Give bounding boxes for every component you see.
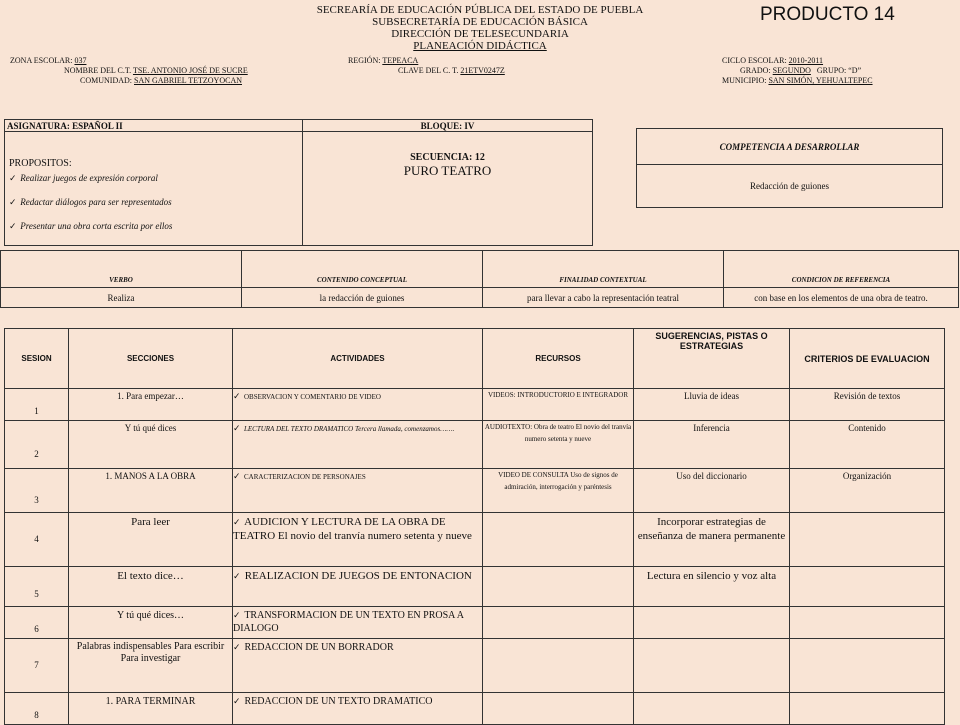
competencia-table <box>636 128 943 208</box>
asignatura-label: ASIGNATURA: ESPAÑOL II <box>5 120 303 132</box>
sesion-number: 4 <box>5 513 69 567</box>
sesion-number: 2 <box>5 421 69 469</box>
sessions-table <box>4 328 945 725</box>
propositos-cell <box>5 132 303 246</box>
sesion-header: SESION <box>5 329 69 389</box>
secuencia-name: PURO TEATRO <box>403 163 492 178</box>
table-row <box>5 513 945 567</box>
finalidad-value: para llevar a cabo la representación teatral <box>483 288 724 308</box>
bloque-label: BLOQUE: IV <box>303 120 593 132</box>
check-icon: ✓ <box>233 423 241 433</box>
seccion-cell: 1. MANOS A LA OBRA <box>69 469 233 513</box>
table-row <box>5 469 945 513</box>
check-icon: ✓ <box>233 642 241 652</box>
criterio-cell: Contenido <box>790 421 945 469</box>
actividad-cell: ✓ REALIZACION DE JUEGOS DE ENTONACION <box>233 567 483 607</box>
sugerencia-cell: Lluvia de ideas <box>634 389 790 421</box>
actividad-cell: ✓ CARACTERIZACION DE PERSONAJES <box>233 469 483 513</box>
table-row <box>5 639 945 693</box>
recursos-header: RECURSOS <box>483 329 634 389</box>
seccion-cell: El texto dice… <box>69 567 233 607</box>
check-icon: ✓ <box>9 173 17 183</box>
actividad-cell: ✓ AUDICION Y LECTURA DE LA OBRA DE TEATRO El novio del tranvía numero setenta y nueve <box>233 513 483 567</box>
sesion-number: 3 <box>5 469 69 513</box>
check-icon: ✓ <box>9 221 17 231</box>
condicion-value: con base en los elementos de una obra de teatro. <box>724 288 959 308</box>
check-icon: ✓ <box>233 391 241 401</box>
table-row <box>5 567 945 607</box>
municipio: MUNICIPIO: SAN SIMÓN, YEHUALTEPEC <box>722 76 873 85</box>
product-title: PRODUCTO 14 <box>760 4 895 25</box>
criterios-header: CRITERIOS DE EVALUACION <box>790 329 945 389</box>
actividad-cell: ✓ TRANSFORMACION DE UN TEXTO EN PROSA A DIALOGO <box>233 607 483 639</box>
proposito-item: ✓ Realizar juegos de expresión corporal <box>9 173 158 183</box>
condicion-header: CONDICION DE REFERENCIA <box>724 251 959 288</box>
secuencia-cell <box>303 132 593 246</box>
secciones-header: SECCIONES <box>69 329 233 389</box>
proposito-item: ✓ Redactar diálogos para ser representados <box>9 197 172 207</box>
sesion-number: 6 <box>5 607 69 639</box>
header-line-3: DIRECCIÓN DE TELESECUNDARIA <box>391 28 569 40</box>
nombre-ct: NOMBRE DEL C.T. TSE. ANTONIO JOSÉ DE SUCRE <box>64 66 248 75</box>
sugerencia-cell: Incorporar estrategias de enseñanza de manera permanente <box>634 513 790 567</box>
table-row <box>5 607 945 639</box>
sugerencia-cell: Lectura en silencio y voz alta <box>634 567 790 607</box>
recurso-cell <box>483 567 634 607</box>
header-line-1: SECREARÍA DE EDUCACIÓN PÚBLICA DEL ESTADO DE PUEBLA <box>316 4 644 16</box>
recurso-cell <box>483 513 634 567</box>
clave-ct: CLAVE DEL C. T. 21ETV0247Z <box>398 66 505 75</box>
seccion-cell: 1. PARA TERMINAR <box>69 693 233 725</box>
contenido-value: la redacción de guiones <box>242 288 483 308</box>
actividad-cell: ✓ OBSERVACION Y COMENTARIO DE VIDEO <box>233 389 483 421</box>
verbo-table <box>0 250 959 308</box>
actividades-header: ACTIVIDADES <box>233 329 483 389</box>
verbo-value: Realiza <box>1 288 242 308</box>
sugerencia-cell: Inferencia <box>634 421 790 469</box>
grado-grupo: GRADO: SEGUNDO GRUPO: “D” <box>740 66 862 75</box>
proposito-item: ✓ Presentar una obra corta escrita por ellos <box>9 221 173 231</box>
header-line-4: PLANEACIÓN DIDÁCTICA <box>413 40 547 52</box>
actividad-cell: ✓ REDACCION DE UN BORRADOR <box>233 639 483 693</box>
criterio-cell <box>790 567 945 607</box>
ciclo-escolar: CICLO ESCOLAR: 2010-2011 <box>722 56 824 65</box>
actividad-cell: ✓ LECTURA DEL TEXTO DRAMATICO Tercera llamada, comenzamos……. <box>233 421 483 469</box>
seccion-cell: 1. Para empezar… <box>69 389 233 421</box>
recurso-cell: AUDIOTEXTO: Obra de teatro El novio del tranvía numero setenta y nueve <box>483 421 634 469</box>
check-icon: ✓ <box>9 197 17 207</box>
sesion-number: 1 <box>5 389 69 421</box>
sesion-number: 5 <box>5 567 69 607</box>
check-icon: ✓ <box>233 696 241 706</box>
sugerencia-cell: Uso del diccionario <box>634 469 790 513</box>
propositos-title: PROPOSITOS: <box>9 158 72 169</box>
criterio-cell: Revisión de textos <box>790 389 945 421</box>
verbo-header: VERBO <box>1 251 242 288</box>
check-icon: ✓ <box>233 610 241 620</box>
criterio-cell <box>790 607 945 639</box>
criterio-cell <box>790 639 945 693</box>
seccion-cell: Para leer <box>69 513 233 567</box>
check-icon: ✓ <box>233 471 241 481</box>
header-line-2: SUBSECRETARÍA DE EDUCACIÓN BÁSICA <box>372 16 588 28</box>
sugerencia-cell <box>634 639 790 693</box>
region: REGIÓN: TEPEACA <box>348 56 419 65</box>
sesion-number: 8 <box>5 693 69 725</box>
recurso-cell: VIDEOS: INTRODUCTORIO E INTEGRADOR <box>483 389 634 421</box>
criterio-cell <box>790 513 945 567</box>
finalidad-header: FINALIDAD CONTEXTUAL <box>483 251 724 288</box>
competencia-value: Redacción de guiones <box>637 165 943 208</box>
competencia-title: COMPETENCIA A DESARROLLAR <box>637 129 943 165</box>
recurso-cell <box>483 639 634 693</box>
criterio-cell: Organización <box>790 469 945 513</box>
check-icon: ✓ <box>233 571 241 581</box>
contenido-header: CONTENIDO CONCEPTUAL <box>242 251 483 288</box>
table-row <box>5 421 945 469</box>
sugerencias-header: SUGERENCIAS, PISTAS O ESTRATEGIAS <box>634 329 790 389</box>
seccion-cell: Y tú qué dices… <box>69 607 233 639</box>
comunidad: COMUNIDAD: SAN GABRIEL TETZOYOCAN <box>80 76 242 85</box>
check-icon: ✓ <box>233 517 241 527</box>
table-row <box>5 389 945 421</box>
zona-escolar: ZONA ESCOLAR: 037 <box>10 56 87 65</box>
recurso-cell <box>483 607 634 639</box>
seccion-cell: Palabras indispensables Para escribir Para investigar <box>69 639 233 693</box>
asignatura-table <box>4 119 593 246</box>
secuencia-label: SECUENCIA: 12 <box>410 152 485 163</box>
sesion-number: 7 <box>5 639 69 693</box>
recurso-cell: VIDEO DE CONSULTA Uso de signos de admiración, interrogación y paréntesis <box>483 469 634 513</box>
actividad-cell: ✓ REDACCION DE UN TEXTO DRAMATICO <box>233 693 483 725</box>
sugerencia-cell <box>634 607 790 639</box>
seccion-cell: Y tú qué dices <box>69 421 233 469</box>
